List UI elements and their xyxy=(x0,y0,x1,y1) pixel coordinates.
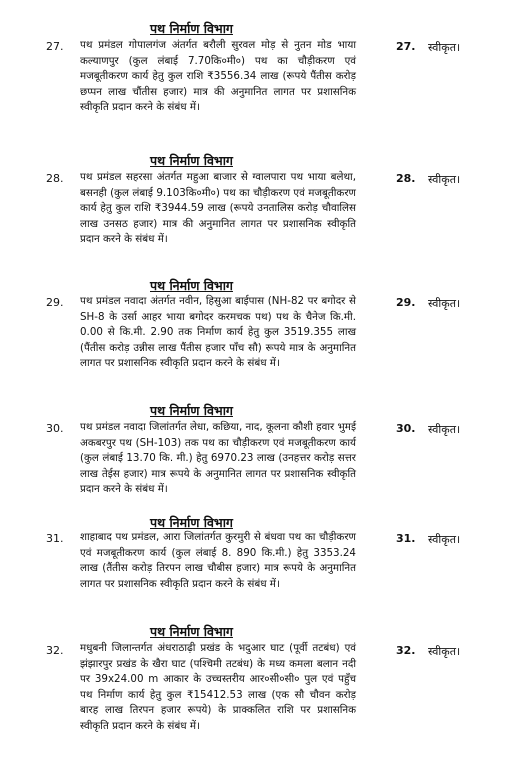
decision-status: स्वीकृत। xyxy=(428,645,461,658)
decision-status: स्वीकृत। xyxy=(428,533,461,546)
decision-status: स्वीकृत। xyxy=(428,173,461,186)
item-description: मधुबनी जिलान्तर्गत अंधराठाढ़ी प्रखंड के भदुआर घाट (पूर्वी तटबंध) एवं झंझारपुर प्रखंड के खैरा घाट (पश्चिमी तटबंध) के मध्य कमला बलान नदी पर 39x24.00 m आकार के उच्चस्तरीय आर०सी०सी० पुल एवं पहुँच पथ निर्माण कार्य हेतु कुल ₹15412.53 लाख (एक सौ चौवन करोड़ बारह लाख तिरपन हजार रूपये) के प्राक्कलित राशि पर प्रशासनिक स्वीकृति प्रदान करने के संबंध में। xyxy=(80,642,356,732)
item-number: 32. xyxy=(46,644,64,657)
department-heading: पथ निर्माण विभाग xyxy=(150,278,233,293)
item-number: 31. xyxy=(46,532,64,545)
department-heading: पथ निर्माण विभाग xyxy=(150,21,233,36)
decision-number: 28. xyxy=(396,172,416,185)
item-description: पथ प्रमंडल गोपालगंज अंतर्गत बरौली सुरवल मोड़ से नुतन मोड भाया कल्याणपुर (कुल लंबाई 7.70कि०मी०) पथ का चौड़ीकरण एवं मजबूतीकरण कार्य हेतु कुल राशि ₹3556.34 लाख (रूपये पैंतीस करोड़ छप्पन लाख चौंतीस हजार) मात्र की अनुमानित लागत पर प्रशासनिक स्वीकृति प्रदान करने के संबंध में। xyxy=(80,39,356,114)
department-heading: पथ निर्माण विभाग xyxy=(150,515,233,530)
item-number: 27. xyxy=(46,40,64,53)
decision-status: स्वीकृत। xyxy=(428,297,461,310)
department-heading: पथ निर्माण विभाग xyxy=(150,403,233,418)
department-heading: पथ निर्माण विभाग xyxy=(150,624,233,639)
decision-number: 30. xyxy=(396,422,416,435)
decision-number: 31. xyxy=(396,532,416,545)
item-number: 30. xyxy=(46,422,64,435)
decision-number: 27. xyxy=(396,40,416,53)
item-description: शाहाबाद पथ प्रमंडल, आरा जिलांतर्गत कुरमुरी से बंधवा पथ का चौड़ीकरण एवं मजबूतीकरण कार्य (कुल लंबाई 8. 890 कि.मी.) हेतु 3353.24 लाख (तैंतीस करोड़ तिरपन लाख चौबीस हजार) मात्र रूपये के अनुमानित लागत पर प्रशासनिक स्वीकृति प्रदान करने के संबंध में। xyxy=(80,531,356,590)
decision-status: स्वीकृत। xyxy=(428,423,461,436)
item-description: पथ प्रमंडल सहरसा अंतर्गत महुआ बाजार से ग्वालपारा पथ भाया बलेथा, बसनही (कुल लंबाई 9.103कि०मी०) पथ का चौड़ीकरण एवं मजबूतीकरण कार्य हेतु कुल राशि ₹3944.59 लाख (रूपये उनतालिस करोड़ चौवालिस लाख उनसठ हजार) मात्र की अनुमानित लागत पर प्रशासनिक स्वीकृति प्रदान करने के संबंध में। xyxy=(80,171,356,246)
department-heading: पथ निर्माण विभाग xyxy=(150,153,233,168)
decision-status: स्वीकृत। xyxy=(428,41,461,54)
item-number: 28. xyxy=(46,172,64,185)
item-number: 29. xyxy=(46,296,64,309)
item-description: पथ प्रमंडल नवादा अंतर्गत नवीन, हिसुआ बाईपास (NH-82 पर बगोदर से SH-8 के उर्सा आहर भाया बगोदर करमचक पथ) पथ के चैनेज कि.मी. 0.00 से कि.मी. 2.90 तक निर्माण कार्य हेतु कुल 3519.355 लाख (पैंतीस करोड़ उन्नीस लाख पैंतीस हजार पाँच सौ) रूपये मात्र के अनुमानित लागत पर प्रशासनिक स्वीकृति प्रदान करने के संबंध में। xyxy=(80,295,356,370)
decision-number: 29. xyxy=(396,296,416,309)
item-description: पथ प्रमंडल नवादा जिलांतर्गत लेधा, कछिया, नाद, कूलना कौशी हवार भुमई अकबरपुर पथ (SH-103) तक पथ का चौड़ीकरण एवं मजबूतीकरण कार्य (कुल लंबाई 13.70 कि. मी.) हेतु 6970.23 लाख (उनहत्तर करोड़ सत्तर लाख तेईस हजार) मात्र रूपये के अनुमानित लागत पर प्रशासनिक स्वीकृति प्रदान करने के संबंध में। xyxy=(80,421,356,496)
decision-number: 32. xyxy=(396,644,416,657)
